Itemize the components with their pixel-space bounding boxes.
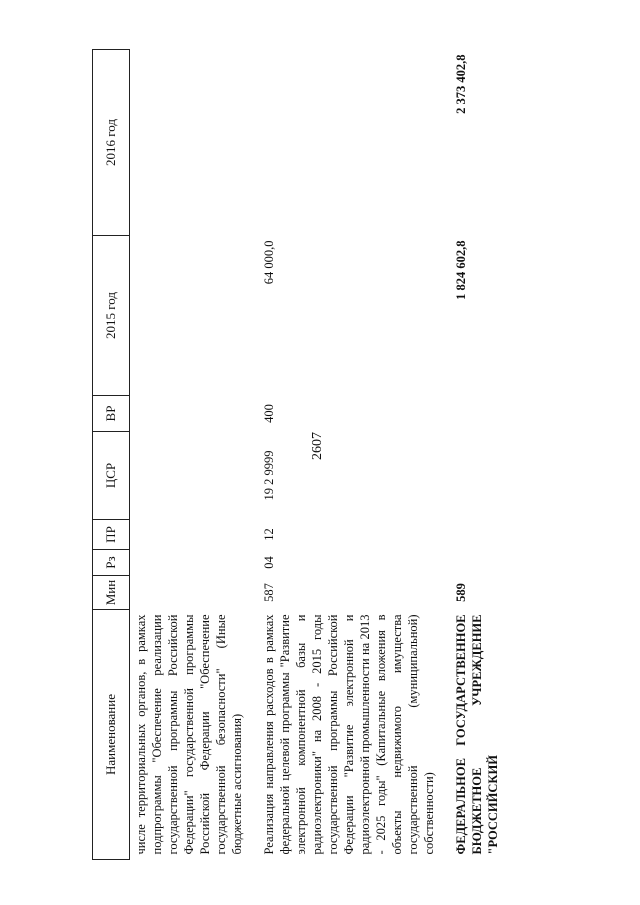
header-min: Мин — [93, 576, 130, 610]
row-2016 — [130, 50, 249, 236]
row-pr — [130, 520, 249, 550]
header-pr: ПР — [93, 520, 130, 550]
row-rz — [130, 550, 249, 576]
row-min: 587 — [262, 583, 276, 602]
row-2016 — [258, 50, 440, 236]
row-name: ФЕДЕРАЛЬНОЕ ГОСУДАРСТВЕННОЕ БЮДЖЕТНОЕ УЧРЕЖДЕНИЕ "РОССИЙСКИЙ — [454, 614, 500, 855]
row-csr: 19 2 9999 — [262, 450, 276, 501]
row-name: Реализация направления расходов в рамках федеральной целевой программы "Развитие электронной компонентной базы и радиоэлектроники" на 2008 - 2015 годы государственной программы Российской Федерации "Развитие электронной и радиоэлектронной промышленности на 2013 - 2025 годы" (Капитальные вложения в объекты недвижимого имущества государственной (муниципальной) собственности) — [262, 614, 436, 855]
row-rz — [450, 550, 504, 576]
row-2015: 64 000,0 — [262, 240, 276, 285]
budget-table — [92, 49, 504, 860]
row-vr — [450, 396, 504, 432]
row-spacer — [440, 50, 450, 860]
table-row — [258, 50, 440, 860]
row-2015: 1 824 602,8 — [454, 240, 468, 300]
header-csr: ЦСР — [93, 432, 130, 520]
budget-table-sheet — [92, 50, 602, 860]
row-csr — [450, 432, 504, 520]
header-2015: 2015 год — [93, 236, 130, 396]
header-vr: ВР — [93, 396, 130, 432]
header-name: Наименование — [93, 610, 130, 860]
row-csr — [130, 432, 249, 520]
row-vr: 400 — [262, 404, 276, 423]
header-2016: 2016 год — [93, 50, 130, 236]
row-name: числе территориальных органов, в рамках подпрограммы "Обеспечение реализации государственной программы Российской Федерации" государственной программы Российской Федерации "Обеспечение государственной безопасности" (Иные бюджетные ассигнования) — [134, 614, 244, 855]
row-2016: 2 373 402,8 — [454, 54, 468, 114]
row-spacer — [248, 50, 258, 860]
row-vr — [130, 396, 249, 432]
table-row — [130, 50, 249, 860]
row-min — [130, 576, 249, 610]
header-rz: Рз — [93, 550, 130, 576]
table-row — [450, 50, 504, 860]
row-min: 589 — [454, 583, 468, 602]
row-rz: 04 — [262, 556, 276, 569]
row-pr — [450, 520, 504, 550]
row-2015 — [130, 236, 249, 396]
page-number: 2607 — [310, 432, 325, 460]
row-pr: 12 — [262, 528, 276, 541]
table-header-row — [93, 50, 130, 860]
